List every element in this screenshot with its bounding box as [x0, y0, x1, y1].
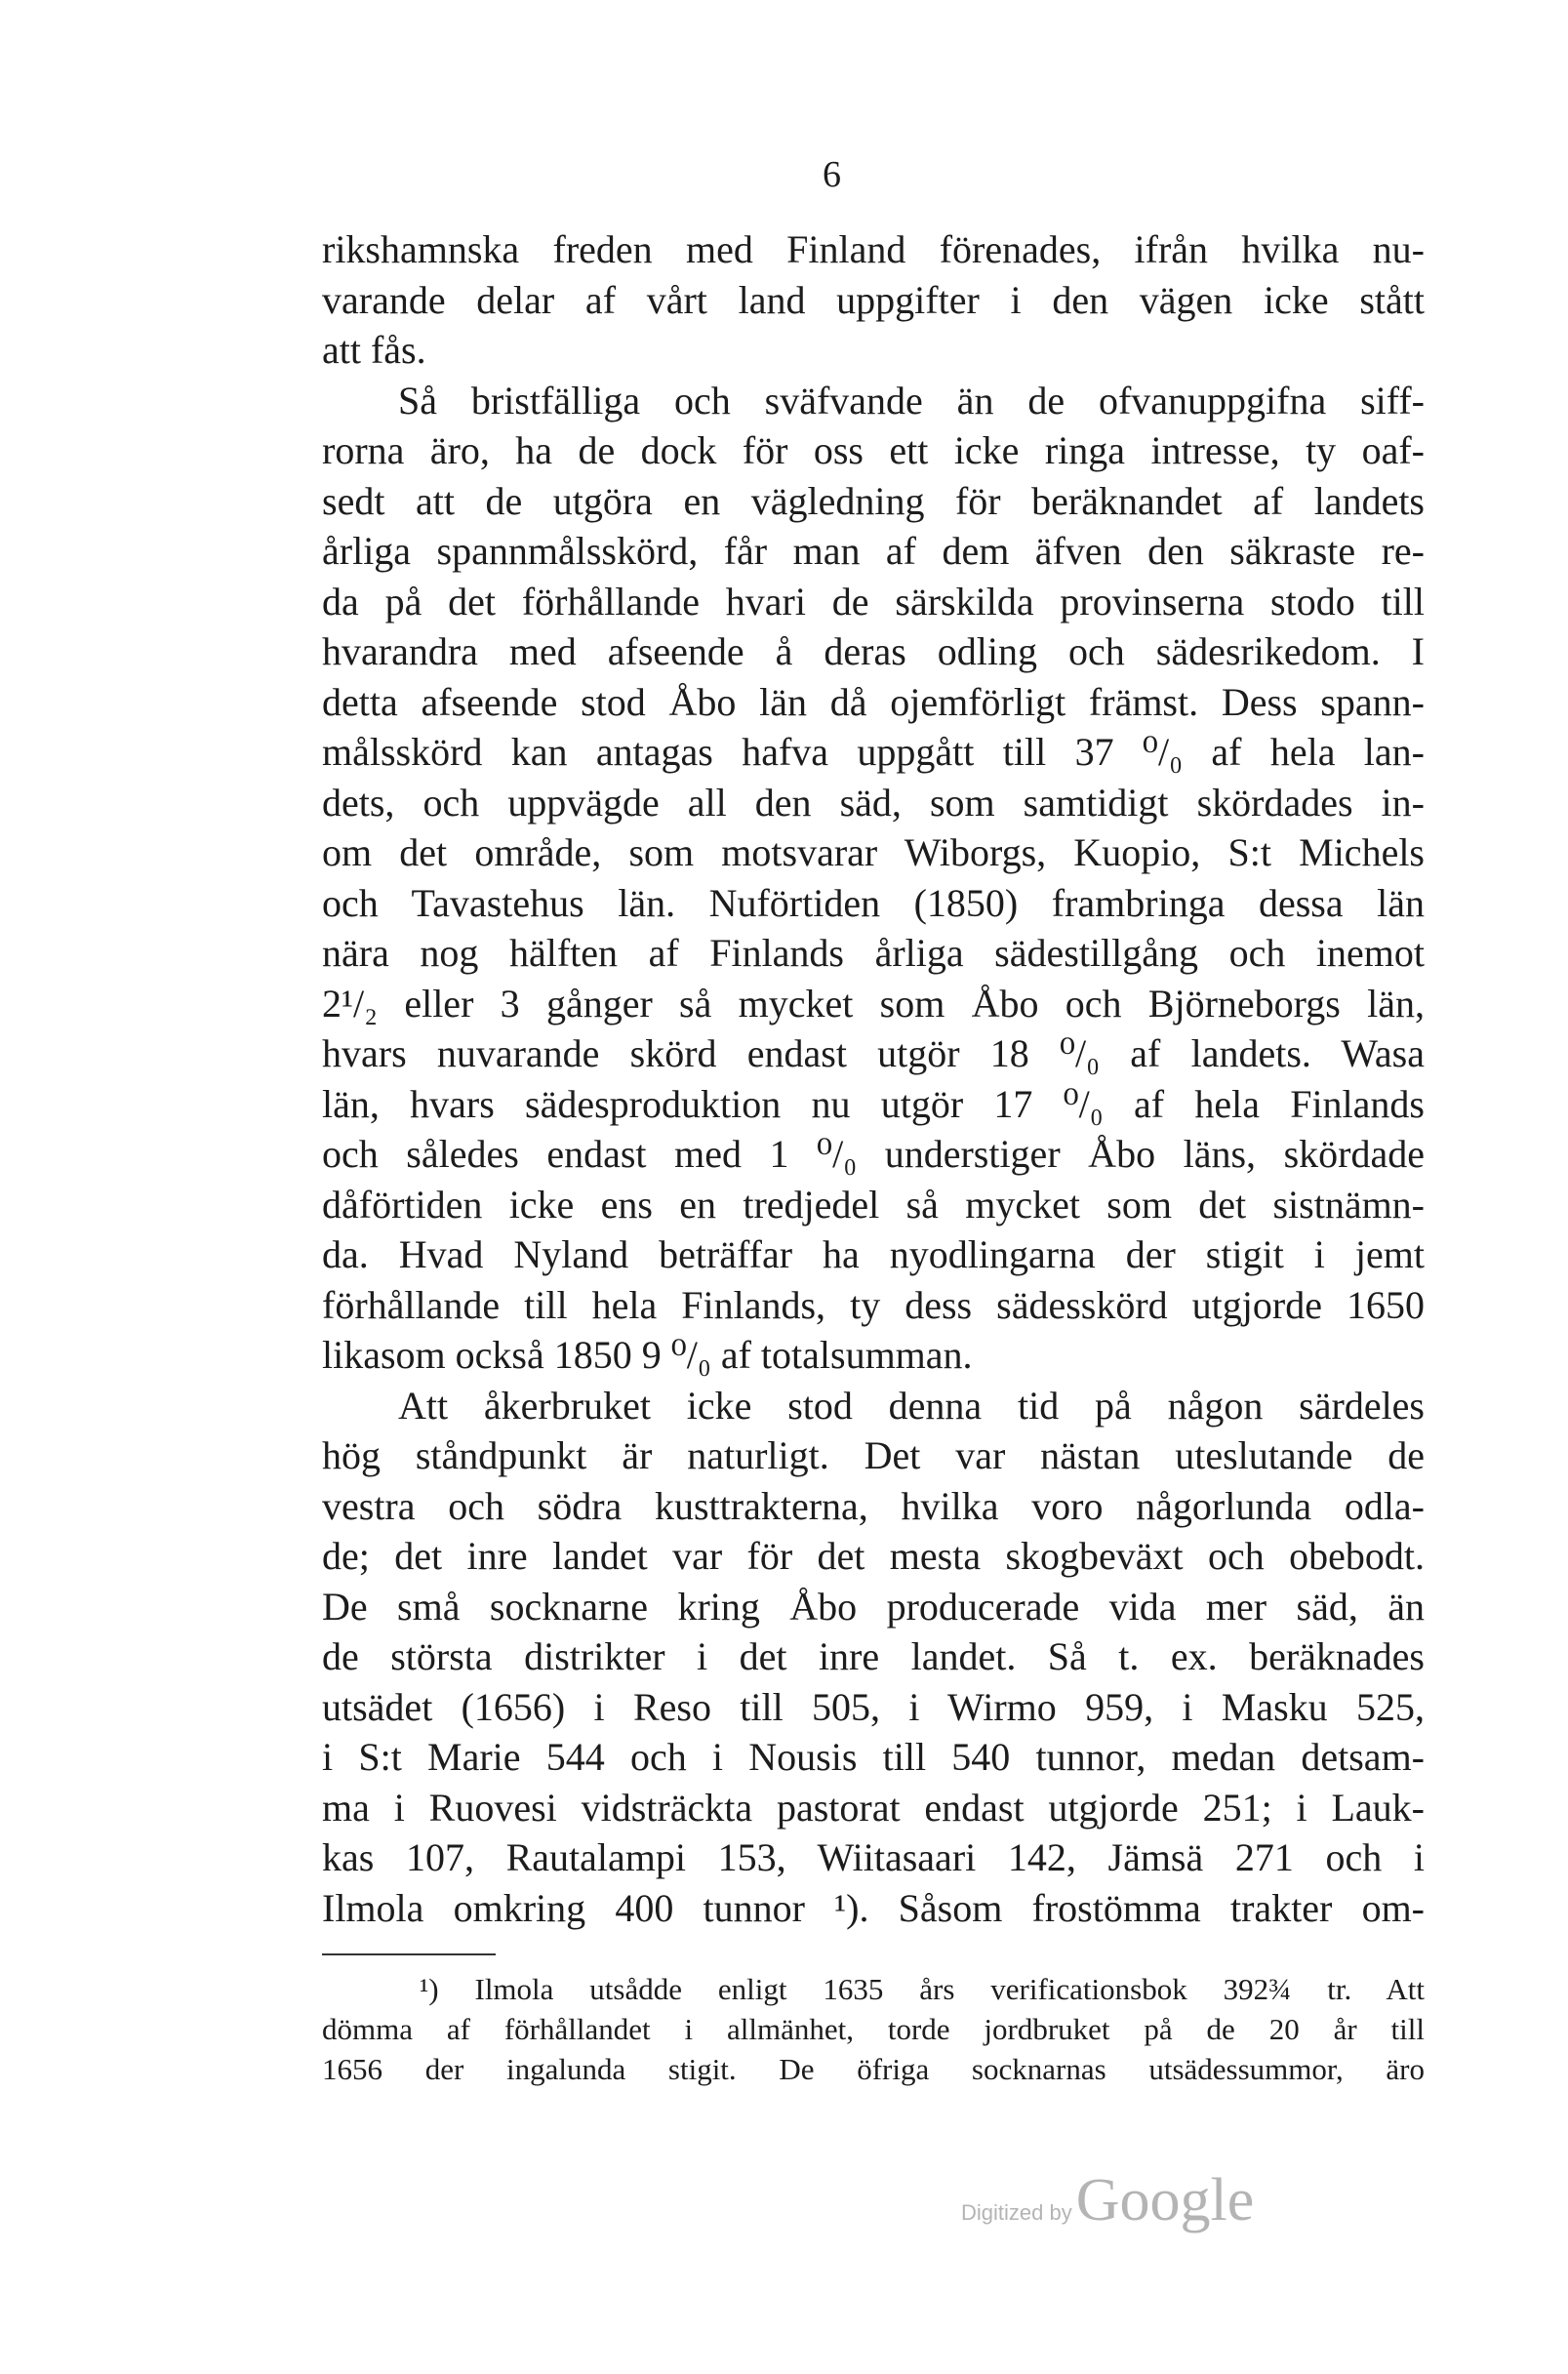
text-line: dets, och uppvägde all den säd, som samtidigt skördades in-	[322, 780, 1425, 825]
text-line: om det område, som motsvarar Wiborgs, Kuopio, S:t Michels	[322, 830, 1425, 874]
text-line: och Tavastehus län. Nuförtiden (1850) frambringa dessa län	[322, 880, 1425, 925]
text-line: rorna äro, ha de dock för oss ett icke ringa intresse, ty oaf-	[322, 428, 1425, 472]
footnote-line: dömma af förhållandet i allmänhet, torde jordbruket på de 20 år till	[322, 2012, 1425, 2046]
footnote-divider	[322, 1953, 496, 1955]
text-line: utsädet (1656) i Reso till 505, i Wirmo 959, i Masku 525,	[322, 1684, 1425, 1729]
watermark-brand: Google	[1075, 2167, 1255, 2233]
text-line: i S:t Marie 544 och i Nousis till 540 tunnor, medan detsam-	[322, 1735, 1425, 1779]
text-line: och således endast med 1 ⁰/₀ understiger Åbo läns, skördade	[322, 1132, 1425, 1176]
text-line: 2¹/₂ eller 3 gånger så mycket som Åbo och Björneborgs län,	[322, 981, 1425, 1026]
text-line: Så bristfälliga och sväfvande än de ofvanuppgifna siff-	[398, 378, 1425, 422]
text-line: årliga spannmålsskörd, får man af dem äfven den säkraste re-	[322, 529, 1425, 573]
watermark-prefix: Digitized by	[961, 2200, 1072, 2225]
footnote	[322, 1969, 1425, 2089]
page-number: 6	[823, 154, 841, 195]
text-line: rikshamnska freden med Finland förenades, ifrån hvilka nu-	[322, 227, 1425, 271]
text-line: sedt att de utgöra en vägledning för beräknandet af landets	[322, 478, 1425, 523]
text-line: att fås.	[322, 328, 426, 372]
text-line: dåförtiden icke ens en tredjedel så mycket som det sistnämn-	[322, 1182, 1425, 1227]
footnote-line: ¹) Ilmola utsådde enligt 1635 års verificationsbok 392¾ tr. Att	[420, 1972, 1425, 2006]
text-line: detta afseende stod Åbo län då ojemförligt främst. Dess spann-	[322, 679, 1425, 724]
text-line: De små socknarne kring Åbo producerade vida mer säd, än	[322, 1584, 1425, 1629]
text-line: da. Hvad Nyland beträffar ha nyodlingarna der stigit i jemt	[322, 1232, 1425, 1276]
text-line: hvars nuvarande skörd endast utgör 18 ⁰/₀ af landets. Wasa	[322, 1031, 1425, 1075]
footnote-line: 1656 der ingalunda stigit. De öfriga socknarnas utsädessummor, äro	[322, 2052, 1425, 2086]
text-line: likasom också 1850 9 ⁰/₀ af totalsumman.	[322, 1333, 973, 1377]
text-line: Att åkerbruket icke stod denna tid på någon särdeles	[398, 1383, 1425, 1428]
text-line: varande delar af vårt land uppgifter i den vägen icke stått	[322, 277, 1425, 322]
text-line: vestra och södra kusttrakterna, hvilka voro någorlunda odla-	[322, 1483, 1425, 1528]
text-line: förhållande till hela Finlands, ty dess sädesskörd utgjorde 1650	[322, 1282, 1425, 1327]
digitized-by-watermark	[961, 2166, 1254, 2235]
text-line: hvarandra med afseende å deras odling och sädesrikedom. I	[322, 629, 1425, 673]
text-line: kas 107, Rautalampi 153, Wiitasaari 142, Jämsä 271 och i	[322, 1835, 1425, 1879]
text-line: Ilmola omkring 400 tunnor ¹). Såsom frostömma trakter om-	[322, 1885, 1425, 1930]
text-line: hög ståndpunkt är naturligt. Det var nästan uteslutande de	[322, 1433, 1425, 1477]
text-line: målsskörd kan antagas hafva uppgått till 37 ⁰/₀ af hela lan-	[322, 730, 1425, 774]
text-line: län, hvars sädesproduktion nu utgör 17 ⁰/₀ af hela Finlands	[322, 1081, 1425, 1126]
text-line: de största distrikter i det inre landet. Så t. ex. beräknades	[322, 1634, 1425, 1678]
text-line: ma i Ruovesi vidsträckta pastorat endast utgjorde 251; i Lauk-	[322, 1785, 1425, 1830]
body-text	[322, 224, 1425, 1933]
text-line: da på det förhållande hvari de särskilda provinserna stodo till	[322, 579, 1425, 624]
text-line: de; det inre landet var för det mesta skogbeväxt och obebodt.	[322, 1534, 1425, 1578]
text-line: nära nog hälften af Finlands årliga sädestillgång och inemot	[322, 931, 1425, 975]
